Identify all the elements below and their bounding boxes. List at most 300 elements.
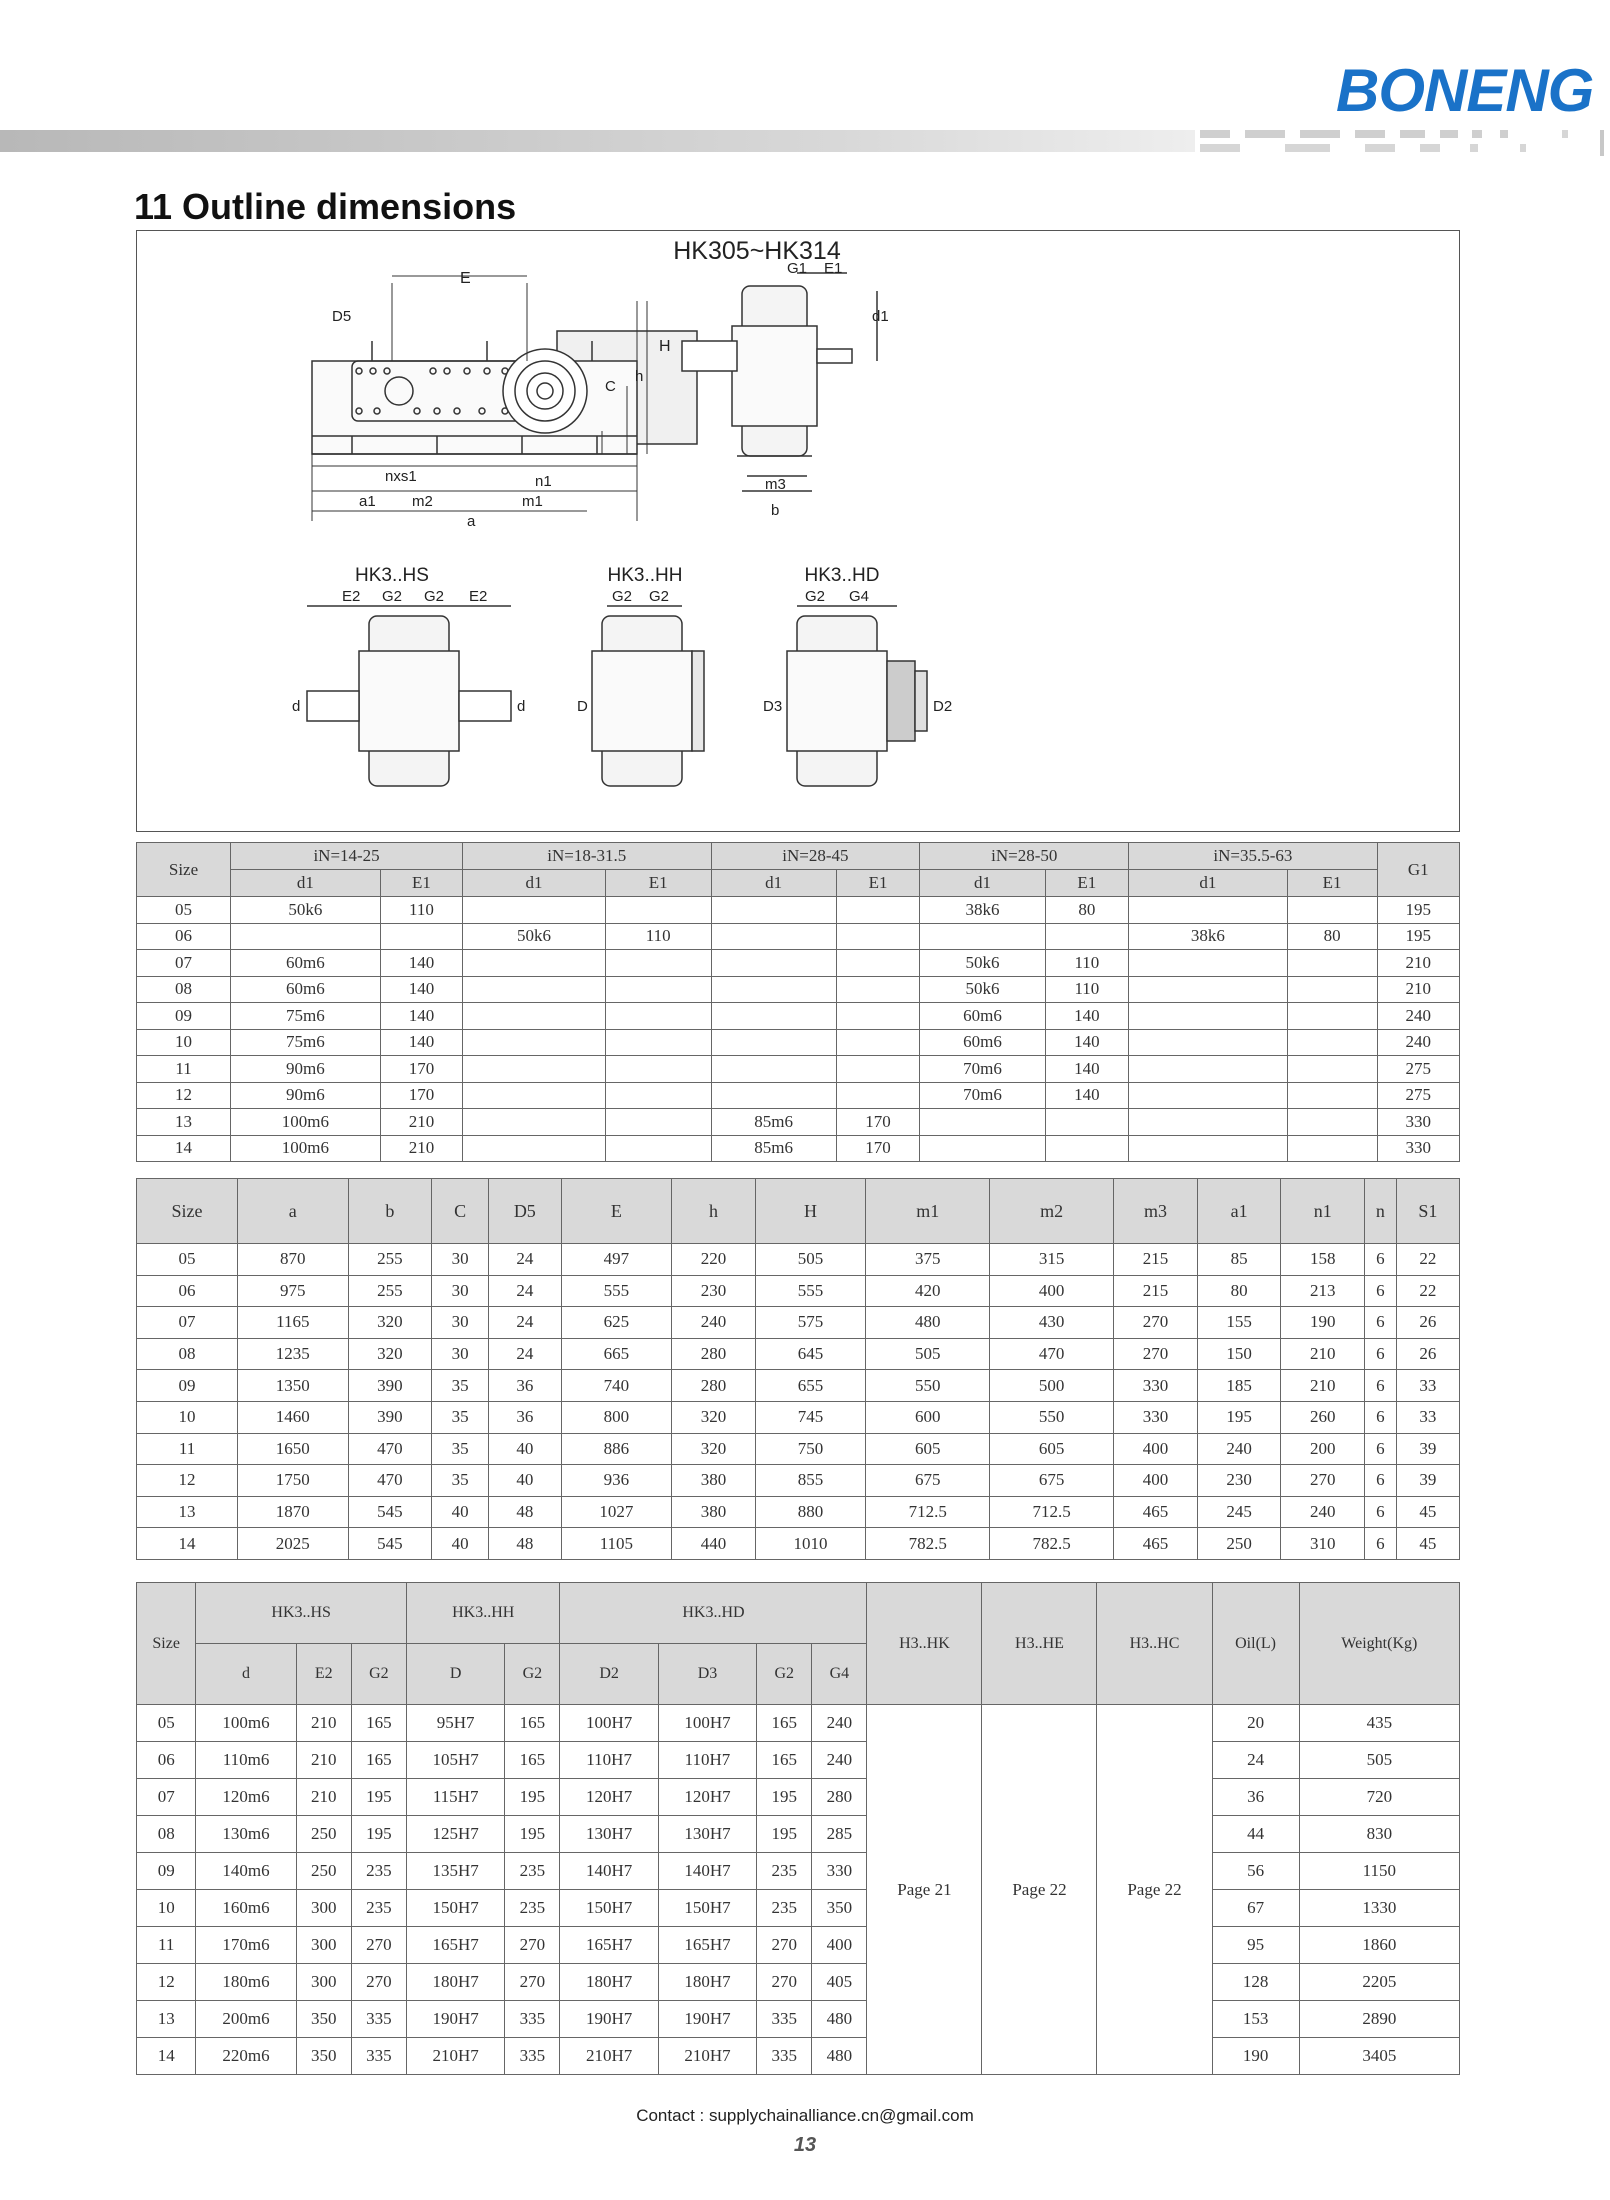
table-header-row: [137, 1583, 1460, 1644]
table-cell: 250: [1197, 1528, 1281, 1560]
table-cell: 30: [432, 1307, 489, 1339]
table-cell: 24: [489, 1338, 562, 1370]
table-cell: [711, 950, 836, 977]
table-cell: 80: [1287, 923, 1377, 950]
shaft-table-body: [137, 897, 1460, 1162]
table-cell: 210H7: [406, 2038, 504, 2075]
table-cell: 270: [757, 1964, 812, 2001]
table-cell: 6: [1365, 1433, 1397, 1465]
table-cell: 230: [1197, 1465, 1281, 1497]
label-D5: D5: [332, 308, 352, 325]
section-title: 11 Outline dimensions: [134, 186, 517, 227]
table-row: [137, 1082, 1460, 1109]
table-cell: 470: [348, 1465, 432, 1497]
table-cell: 470: [990, 1338, 1114, 1370]
table-cell: 115H7: [406, 1779, 504, 1816]
table-cell: [380, 923, 462, 950]
table-cell: 215: [1114, 1275, 1198, 1307]
table-cell: 335: [757, 2001, 812, 2038]
table-cell: [605, 950, 711, 977]
table-cell: 625: [561, 1307, 672, 1339]
table-cell: 20: [1212, 1705, 1299, 1742]
table-cell: 40: [432, 1496, 489, 1528]
hd-label-D2: D2: [933, 698, 953, 715]
table-cell: 740: [561, 1370, 672, 1402]
table-cell: [711, 1082, 836, 1109]
table-cell: 320: [672, 1433, 756, 1465]
table-cell: 712.5: [990, 1496, 1114, 1528]
table-cell: 260: [1281, 1401, 1365, 1433]
table-cell: 250: [296, 1853, 351, 1890]
table-cell: 210: [1281, 1370, 1365, 1402]
table-cell: 712.5: [866, 1496, 990, 1528]
table-cell: 195: [351, 1779, 406, 1816]
table-cell: 45: [1396, 1528, 1459, 1560]
table-header-cell: H3..HE: [982, 1583, 1097, 1705]
table-cell: 140: [380, 950, 462, 977]
table-cell: 13: [137, 1496, 238, 1528]
table-cell: 170: [836, 1109, 920, 1136]
table-cell: 160m6: [196, 1890, 296, 1927]
table-cell: 210: [1281, 1338, 1365, 1370]
table-cell: 06: [137, 1742, 196, 1779]
table-cell: 165: [351, 1705, 406, 1742]
table-cell: 310: [1281, 1528, 1365, 1560]
table-cell: 255: [348, 1275, 432, 1307]
table-cell: 24: [489, 1244, 562, 1276]
table-cell: 195: [1377, 923, 1459, 950]
table-cell: 1165: [238, 1307, 349, 1339]
table-cell: [836, 976, 920, 1003]
table-cell: 240: [1281, 1496, 1365, 1528]
table-cell: 80: [1197, 1275, 1281, 1307]
table-cell: 465: [1114, 1528, 1198, 1560]
table-cell: 210: [380, 1109, 462, 1136]
table-cell: 70m6: [920, 1056, 1045, 1083]
table-header-cell: d1: [463, 870, 606, 897]
table-cell: 497: [561, 1244, 672, 1276]
table-cell: 195: [1197, 1401, 1281, 1433]
table-cell: 14: [137, 2038, 196, 2075]
table-cell: 6: [1365, 1401, 1397, 1433]
table-cell: 95: [1212, 1927, 1299, 1964]
table-cell: 435: [1299, 1705, 1459, 1742]
table-cell: 110H7: [658, 1742, 756, 1779]
table-cell: [836, 897, 920, 924]
table-row: [137, 1109, 1460, 1136]
table-cell: 275: [1377, 1082, 1459, 1109]
table-cell: 300: [296, 1890, 351, 1927]
hh-title: HK3..HH: [607, 565, 683, 586]
table-cell: 105H7: [406, 1742, 504, 1779]
table-cell: [1287, 1082, 1377, 1109]
table-cell: 60m6: [920, 1003, 1045, 1030]
table-cell: [1287, 1109, 1377, 1136]
label-G1: G1: [787, 260, 808, 277]
table-cell: 240: [1197, 1433, 1281, 1465]
page-reference-cell: Page 22: [982, 1705, 1097, 2075]
table-cell: 320: [348, 1338, 432, 1370]
table-cell: 110H7: [560, 1742, 658, 1779]
table-cell: 800: [561, 1401, 672, 1433]
table-row: [137, 1853, 1460, 1890]
table-header-cell: G4: [812, 1644, 867, 1705]
label-H: H: [659, 338, 671, 355]
hs-label-G2b: G2: [424, 588, 445, 605]
table-cell: 38k6: [920, 897, 1045, 924]
table-cell: [1129, 1109, 1287, 1136]
table-cell: 140: [1045, 1029, 1129, 1056]
table-cell: 6: [1365, 1338, 1397, 1370]
label-E1: E1: [824, 260, 843, 277]
table-cell: 12: [137, 1082, 231, 1109]
label-m1: m1: [522, 493, 543, 510]
table-cell: 2890: [1299, 2001, 1459, 2038]
table-cell: 153: [1212, 2001, 1299, 2038]
table-row: [137, 923, 1460, 950]
table-cell: 210: [296, 1705, 351, 1742]
table-cell: 270: [505, 1927, 560, 1964]
table-cell: 125H7: [406, 1816, 504, 1853]
table-cell: 60m6: [231, 976, 381, 1003]
table-cell: 165: [505, 1705, 560, 1742]
table-cell: 330: [1114, 1370, 1198, 1402]
table-cell: 24: [489, 1275, 562, 1307]
table-cell: [463, 1029, 606, 1056]
table-cell: 170: [380, 1082, 462, 1109]
table-cell: [836, 1082, 920, 1109]
table-cell: 250: [296, 1816, 351, 1853]
table-cell: 165: [505, 1742, 560, 1779]
table-cell: 14: [137, 1135, 231, 1162]
table-cell: 545: [348, 1496, 432, 1528]
table-cell: 782.5: [866, 1528, 990, 1560]
table-cell: 44: [1212, 1816, 1299, 1853]
table-cell: [1287, 950, 1377, 977]
label-nxs1: nxs1: [385, 468, 417, 485]
table-cell: [1287, 1003, 1377, 1030]
table-cell: 08: [137, 1816, 196, 1853]
table-row: [137, 1816, 1460, 1853]
table-cell: 22: [1396, 1275, 1459, 1307]
table-cell: [1045, 1109, 1129, 1136]
outline-drawing-svg: [137, 231, 1459, 831]
hh-view: [592, 606, 704, 786]
table-cell: 235: [757, 1890, 812, 1927]
table-row: [137, 1927, 1460, 1964]
table-header-cell: iN=28-50: [920, 843, 1129, 870]
hd-label-G4: G4: [849, 588, 870, 605]
table-cell: 605: [866, 1433, 990, 1465]
table-cell: 195: [505, 1816, 560, 1853]
table-cell: 190H7: [658, 2001, 756, 2038]
table-cell: [1129, 950, 1287, 977]
table-row: [137, 1370, 1460, 1402]
table-cell: 6: [1365, 1370, 1397, 1402]
table-cell: 880: [755, 1496, 866, 1528]
label-n1: n1: [535, 473, 552, 490]
table-cell: [605, 976, 711, 1003]
shaft-dimensions-table: [136, 842, 1460, 1162]
table-header-cell: m1: [866, 1179, 990, 1244]
table-row: [137, 1528, 1460, 1560]
table-cell: 36: [489, 1401, 562, 1433]
label-d1: d1: [872, 308, 889, 325]
footer-contact: Contact : supplychainalliance.cn@gmail.com: [636, 2106, 974, 2125]
table-header-row: [137, 843, 1460, 870]
table-cell: 550: [990, 1401, 1114, 1433]
table-cell: [605, 1135, 711, 1162]
table-cell: 35: [432, 1465, 489, 1497]
table-cell: 14: [137, 1528, 238, 1560]
table-cell: [1287, 976, 1377, 1003]
table-cell: 09: [137, 1370, 238, 1402]
table-cell: 2205: [1299, 1964, 1459, 2001]
table-cell: 720: [1299, 1779, 1459, 1816]
table-cell: 150H7: [406, 1890, 504, 1927]
table-cell: 56: [1212, 1853, 1299, 1890]
table-cell: 270: [1114, 1338, 1198, 1370]
table-cell: 235: [505, 1853, 560, 1890]
table-cell: 100m6: [231, 1109, 381, 1136]
table-cell: 85m6: [711, 1109, 836, 1136]
table-cell: 230: [672, 1275, 756, 1307]
label-a1: a1: [359, 493, 376, 510]
hs-view: [307, 606, 511, 786]
table-header-cell: E: [561, 1179, 672, 1244]
table-cell: 220: [672, 1244, 756, 1276]
table-cell: 150H7: [560, 1890, 658, 1927]
table-cell: 26: [1396, 1307, 1459, 1339]
table-cell: 200m6: [196, 2001, 296, 2038]
table-cell: 180H7: [560, 1964, 658, 2001]
table-cell: 215: [1114, 1244, 1198, 1276]
hd-label-G2: G2: [805, 588, 826, 605]
table-cell: 782.5: [990, 1528, 1114, 1560]
hh-label-D: D: [577, 698, 588, 715]
table-cell: 130m6: [196, 1816, 296, 1853]
table-header-cell: HK3..HS: [196, 1583, 407, 1644]
table-cell: 40: [489, 1433, 562, 1465]
table-cell: 6: [1365, 1528, 1397, 1560]
table-row: [137, 1779, 1460, 1816]
page-reference-cell: Page 22: [1097, 1705, 1212, 2075]
table-header-cell: m3: [1114, 1179, 1198, 1244]
table-header-cell: n: [1365, 1179, 1397, 1244]
table-cell: 400: [990, 1275, 1114, 1307]
table-header-cell: HK3..HH: [406, 1583, 559, 1644]
table-cell: 210: [380, 1135, 462, 1162]
table-header-cell: H3..HC: [1097, 1583, 1212, 1705]
table-cell: 07: [137, 950, 231, 977]
table-cell: [1045, 923, 1129, 950]
table-cell: 11: [137, 1056, 231, 1083]
table-header-cell: E2: [296, 1644, 351, 1705]
table-cell: 10: [137, 1890, 196, 1927]
table-cell: 936: [561, 1465, 672, 1497]
table-cell: 150H7: [658, 1890, 756, 1927]
table-header-cell: S1: [1396, 1179, 1459, 1244]
table-cell: 110m6: [196, 1742, 296, 1779]
table-row: [137, 897, 1460, 924]
main-front-view: [312, 331, 697, 454]
table-cell: 470: [348, 1433, 432, 1465]
table-cell: 400: [1114, 1465, 1198, 1497]
table-cell: 545: [348, 1528, 432, 1560]
table-cell: 35: [432, 1370, 489, 1402]
table-cell: 6: [1365, 1307, 1397, 1339]
table-cell: 75m6: [231, 1003, 381, 1030]
table-cell: [1129, 897, 1287, 924]
table-cell: [463, 1109, 606, 1136]
table-cell: 380: [672, 1496, 756, 1528]
table-cell: 60m6: [920, 1029, 1045, 1056]
table-cell: 320: [348, 1307, 432, 1339]
hd-title: HK3..HD: [804, 565, 880, 586]
table-cell: 335: [505, 2001, 560, 2038]
table-row: [137, 1964, 1460, 2001]
table-header-cell: b: [348, 1179, 432, 1244]
hs-title: HK3..HS: [355, 565, 429, 586]
table-cell: 24: [1212, 1742, 1299, 1779]
table-cell: 240: [1377, 1003, 1459, 1030]
table-cell: 1460: [238, 1401, 349, 1433]
table-cell: 210: [296, 1779, 351, 1816]
table-cell: 140: [1045, 1003, 1129, 1030]
table-cell: 975: [238, 1275, 349, 1307]
table-cell: 240: [1377, 1029, 1459, 1056]
table-cell: 39: [1396, 1433, 1459, 1465]
table-cell: 3405: [1299, 2038, 1459, 2075]
hs-label-d-right: d: [517, 698, 526, 715]
table-cell: 505: [755, 1244, 866, 1276]
table-header-cell: H: [755, 1179, 866, 1244]
table-cell: 285: [812, 1816, 867, 1853]
table-cell: 335: [351, 2038, 406, 2075]
table-cell: [1287, 1135, 1377, 1162]
table-cell: 505: [866, 1338, 990, 1370]
table-cell: 330: [812, 1853, 867, 1890]
table-cell: 1870: [238, 1496, 349, 1528]
table-row: [137, 950, 1460, 977]
table-cell: 120m6: [196, 1779, 296, 1816]
table-row: [137, 1338, 1460, 1370]
table-header-cell: h: [672, 1179, 756, 1244]
table-cell: 270: [351, 1927, 406, 1964]
table-cell: [605, 1029, 711, 1056]
header-stripe: [0, 130, 1610, 156]
table-cell: 85: [1197, 1244, 1281, 1276]
table-cell: 13: [137, 2001, 196, 2038]
table-header-cell: D3: [658, 1644, 756, 1705]
table-cell: [605, 1109, 711, 1136]
table-cell: 255: [348, 1244, 432, 1276]
table-cell: [463, 897, 606, 924]
housing-dimensions-table: [136, 1178, 1460, 1560]
table-cell: 1650: [238, 1433, 349, 1465]
table-row: [137, 1056, 1460, 1083]
table-cell: 140H7: [658, 1853, 756, 1890]
table-cell: 330: [1377, 1109, 1459, 1136]
table-cell: 500: [990, 1370, 1114, 1402]
table-cell: 745: [755, 1401, 866, 1433]
table-cell: 128: [1212, 1964, 1299, 2001]
table-cell: 1860: [1299, 1927, 1459, 1964]
table-cell: [711, 1056, 836, 1083]
table-cell: 80: [1045, 897, 1129, 924]
table-cell: 40: [489, 1465, 562, 1497]
table-cell: 210: [1377, 950, 1459, 977]
table-cell: 38k6: [1129, 923, 1287, 950]
label-m2: m2: [412, 493, 433, 510]
table-cell: 30: [432, 1244, 489, 1276]
table-cell: 40: [432, 1528, 489, 1560]
table-cell: 135H7: [406, 1853, 504, 1890]
table-cell: [1287, 1029, 1377, 1056]
table-cell: [836, 950, 920, 977]
table-cell: 480: [812, 2038, 867, 2075]
table-cell: 300: [296, 1964, 351, 2001]
table-header-cell: HK3..HD: [560, 1583, 867, 1644]
table-cell: 210: [1377, 976, 1459, 1003]
table-cell: [605, 1082, 711, 1109]
table-cell: 6: [1365, 1465, 1397, 1497]
table-header-cell: iN=28-45: [711, 843, 920, 870]
table-cell: 90m6: [231, 1056, 381, 1083]
table-cell: 05: [137, 1705, 196, 1742]
table-cell: 09: [137, 1853, 196, 1890]
table-cell: 05: [137, 897, 231, 924]
table-cell: [1129, 1135, 1287, 1162]
table-cell: 240: [672, 1307, 756, 1339]
table-cell: 210H7: [560, 2038, 658, 2075]
table-cell: 195: [1377, 897, 1459, 924]
table-cell: 165: [757, 1742, 812, 1779]
table-cell: 11: [137, 1927, 196, 1964]
table-cell: 12: [137, 1964, 196, 2001]
table-cell: 140: [1045, 1056, 1129, 1083]
table-cell: 245: [1197, 1496, 1281, 1528]
table-header-cell: Weight(Kg): [1299, 1583, 1459, 1705]
table-header-cell: a: [238, 1179, 349, 1244]
table-row: [137, 976, 1460, 1003]
table-cell: 750: [755, 1433, 866, 1465]
table-cell: 330: [1114, 1401, 1198, 1433]
table-cell: 110: [380, 897, 462, 924]
table-cell: 190: [1212, 2038, 1299, 2075]
table-cell: 320: [672, 1401, 756, 1433]
table-header-cell: G2: [505, 1644, 560, 1705]
table-cell: 655: [755, 1370, 866, 1402]
table-cell: 48: [489, 1528, 562, 1560]
table-cell: 350: [812, 1890, 867, 1927]
table-row: [137, 1029, 1460, 1056]
table-cell: [836, 923, 920, 950]
table-cell: 6: [1365, 1496, 1397, 1528]
table-cell: 75m6: [231, 1029, 381, 1056]
table-cell: 665: [561, 1338, 672, 1370]
table-cell: 35: [432, 1433, 489, 1465]
table-header-cell: Size: [137, 1179, 238, 1244]
table-header-cell: d1: [711, 870, 836, 897]
table-cell: 270: [351, 1964, 406, 2001]
table-cell: 605: [990, 1433, 1114, 1465]
brand-logo: BONENG: [1336, 57, 1594, 124]
table-cell: 480: [812, 2001, 867, 2038]
table-cell: 09: [137, 1003, 231, 1030]
table-cell: [1129, 976, 1287, 1003]
table-cell: 100H7: [560, 1705, 658, 1742]
